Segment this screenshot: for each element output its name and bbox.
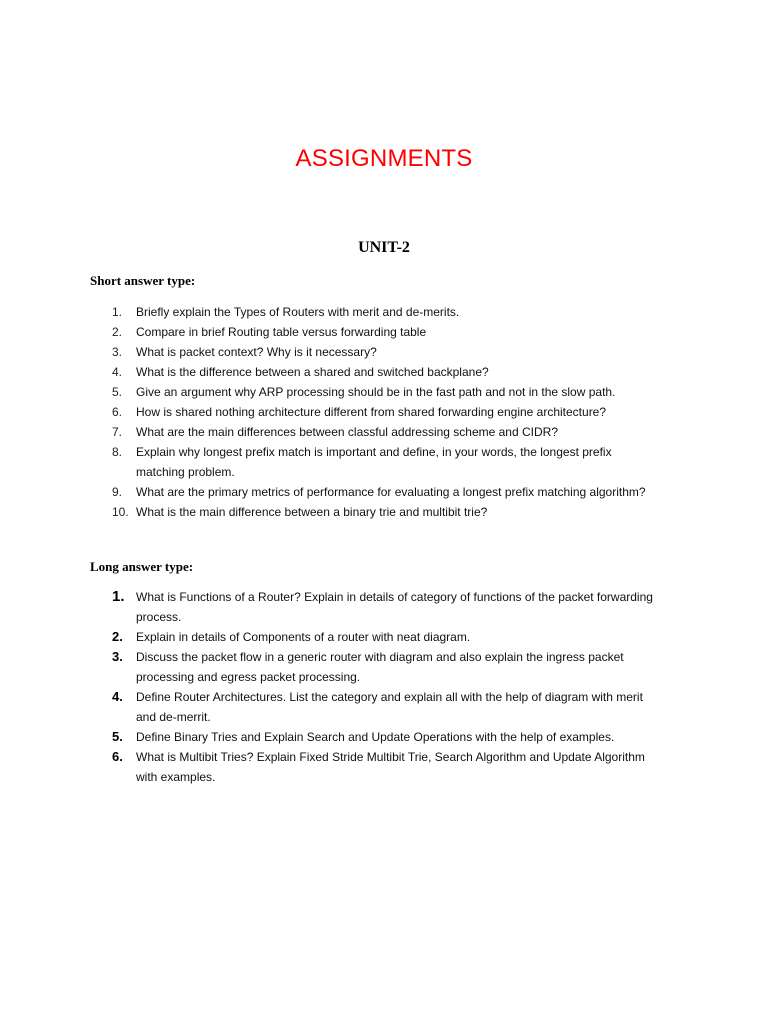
item-number: 1. xyxy=(112,305,123,319)
item-number: 4. xyxy=(112,365,123,379)
item-text: Define Binary Tries and Explain Search and Update Operations with the help of examples. xyxy=(136,730,615,744)
item-number: 6. xyxy=(112,749,123,764)
page-title: ASSIGNMENTS xyxy=(295,145,473,172)
item-text: What is the main difference between a binary trie and multibit trie? xyxy=(136,505,488,519)
list-item xyxy=(0,627,768,647)
list-item xyxy=(0,727,768,747)
list-item xyxy=(0,647,768,687)
item-number: 2. xyxy=(112,325,123,339)
list-item xyxy=(0,402,768,422)
list-item xyxy=(0,442,768,482)
item-text: Give an argument why ARP processing should be in the fast path and not in the slow path. xyxy=(136,385,616,399)
item-text: Define Router Architectures. List the category and explain all with the help of diagram with merit and de-merrit. xyxy=(136,690,643,724)
item-number: 7. xyxy=(112,425,123,439)
item-text: What is packet context? Why is it necessary? xyxy=(136,345,377,359)
list-item xyxy=(0,322,768,342)
list-item xyxy=(0,342,768,362)
list-item xyxy=(0,302,768,322)
item-number: 4. xyxy=(112,689,123,704)
list-item xyxy=(0,382,768,402)
list-item xyxy=(0,747,768,787)
item-text: Briefly explain the Types of Routers with merit and de-merits. xyxy=(136,305,460,319)
list-item xyxy=(0,482,768,502)
item-number: 8. xyxy=(112,445,123,459)
long-answer-heading: Long answer type: xyxy=(90,559,194,574)
item-number: 10. xyxy=(112,505,129,519)
item-text: How is shared nothing architecture different from shared forwarding engine architecture? xyxy=(136,405,607,419)
item-text: Explain in details of Components of a router with neat diagram. xyxy=(136,630,471,644)
item-number: 2. xyxy=(112,629,123,644)
item-text: What are the primary metrics of performance for evaluating a longest prefix matching algorithm? xyxy=(136,485,646,499)
short-answer-list xyxy=(0,302,768,522)
list-item xyxy=(0,687,768,727)
long-answer-list xyxy=(0,587,768,787)
list-item xyxy=(0,587,768,627)
unit-title: UNIT-2 xyxy=(358,239,410,256)
item-number: 5. xyxy=(112,729,123,744)
list-item xyxy=(0,362,768,382)
list-item xyxy=(0,422,768,442)
item-text: Discuss the packet flow in a generic router with diagram and also explain the ingress packet processing and egress packet processing. xyxy=(136,650,624,684)
short-answer-heading: Short answer type: xyxy=(90,273,196,288)
item-number: 6. xyxy=(112,405,123,419)
item-text: What is Functions of a Router? Explain in details of category of functions of the packet forwarding process. xyxy=(136,590,653,624)
item-text: What are the main differences between classful addressing scheme and CIDR? xyxy=(136,425,558,439)
item-text: Compare in brief Routing table versus forwarding table xyxy=(136,325,427,339)
item-text: What is Multibit Tries? Explain Fixed Stride Multibit Trie, Search Algorithm and Update Algorithm with examples. xyxy=(136,750,645,784)
item-number: 9. xyxy=(112,485,123,499)
item-number: 3. xyxy=(112,345,123,359)
item-text: Explain why longest prefix match is important and define, in your words, the longest prefix matching problem. xyxy=(136,445,612,479)
item-text: What is the difference between a shared and switched backplane? xyxy=(136,365,489,379)
item-number: 3. xyxy=(112,649,123,664)
item-number: 1. xyxy=(112,588,125,605)
item-number: 5. xyxy=(112,385,123,399)
list-item xyxy=(0,502,768,522)
